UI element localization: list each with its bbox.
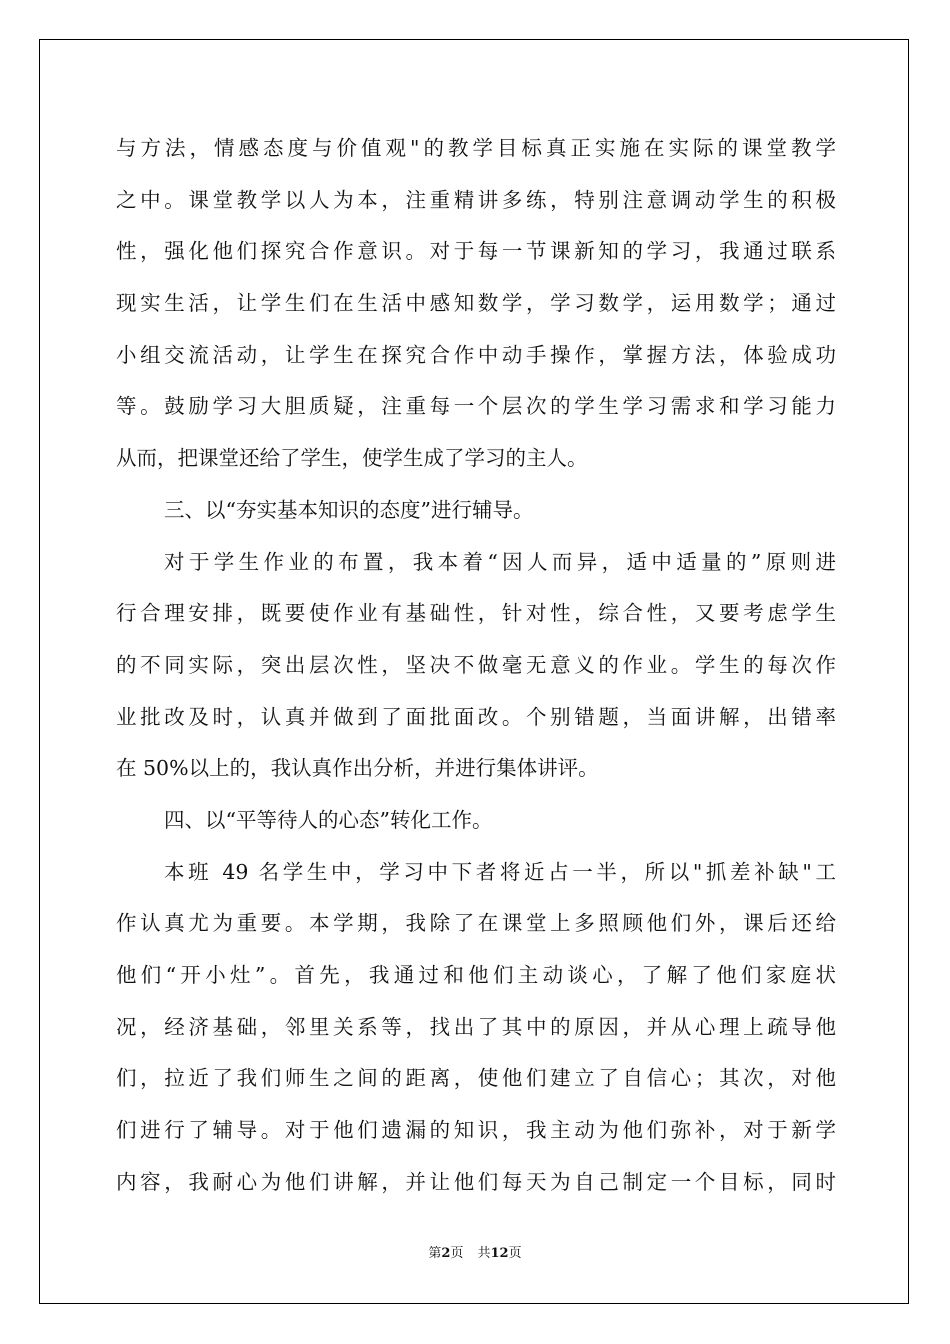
text-line: 性，强化他们探究合作意识。对于每一节课新知的学习，我通过联系 xyxy=(116,239,836,264)
text-line: 业批改及时，认真并做到了面批面改。个别错题，当面讲解，出错率 xyxy=(116,704,836,729)
total-prefix: 共 xyxy=(477,1246,491,1261)
text-line: 行合理安排，既要使作业有基础性，针对性，综合性，又要考虑学生 xyxy=(116,601,836,626)
text-line: 的不同实际，突出层次性，坚决不做毫无意义的作业。学生的每次作 xyxy=(116,652,836,677)
text-line: 从而，把课堂还给了学生，使学生成了学习的主人。 xyxy=(116,446,588,471)
text-line: 现实生活，让学生们在生活中感知数学，学习数学，运用数学；通过 xyxy=(116,291,836,316)
text-line: 们，拉近了我们师生之间的距离，使他们建立了自信心；其次，对他 xyxy=(116,1066,836,1091)
text-line: 们进行了辅导。对于他们遗漏的知识，我主动为他们弥补，对于新学 xyxy=(116,1118,836,1143)
text-line: 与方法，情感态度与价值观"的教学目标真正实施在实际的课堂教学 xyxy=(116,136,836,160)
document-body xyxy=(116,123,836,1208)
text-line: 作认真尤为重要。本学期，我除了在课堂上多照顾他们外，课后还给 xyxy=(116,911,836,936)
text-line: 他们“开小灶”。首先，我通过和他们主动谈心，了解了他们家庭状 xyxy=(116,963,836,987)
text-line: 况，经济基础，邻里关系等，找出了其中的原因，并从心理上疏导他 xyxy=(116,1014,836,1039)
text-line: 内容，我耐心为他们讲解，并让他们每天为自己制定一个目标，同时 xyxy=(116,1169,836,1194)
section-heading: 四、以“平等待人的心态”转化工作。 xyxy=(164,807,493,832)
page-footer xyxy=(0,1242,950,1261)
text-line: 本班 49 名学生中，学习中下者将近占一半，所以"抓差补缺"工 xyxy=(164,859,836,884)
total-pages: 12 xyxy=(490,1246,509,1261)
section-heading: 三、以“夯实基本知识的态度”进行辅导。 xyxy=(164,497,534,522)
total-suffix: 页 xyxy=(508,1246,522,1261)
text-line: 之中。课堂教学以人为本，注重精讲多练，特别注意调动学生的积极 xyxy=(116,187,836,212)
text-line: 小组交流活动，让学生在探究合作中动手操作，掌握方法，体验成功 xyxy=(116,342,836,367)
page-suffix: 页 xyxy=(450,1246,464,1261)
page-prefix: 第 xyxy=(428,1246,442,1261)
text-line: 对于学生作业的布置，我本着“因人而异，适中适量的”原则进 xyxy=(164,549,836,574)
text-line: 等。鼓励学习大胆质疑，注重每一个层次的学生学习需求和学习能力 xyxy=(116,394,836,419)
text-line: 在 50%以上的，我认真作出分析，并进行集体讲评。 xyxy=(116,756,599,781)
page-number: 2 xyxy=(441,1246,451,1261)
